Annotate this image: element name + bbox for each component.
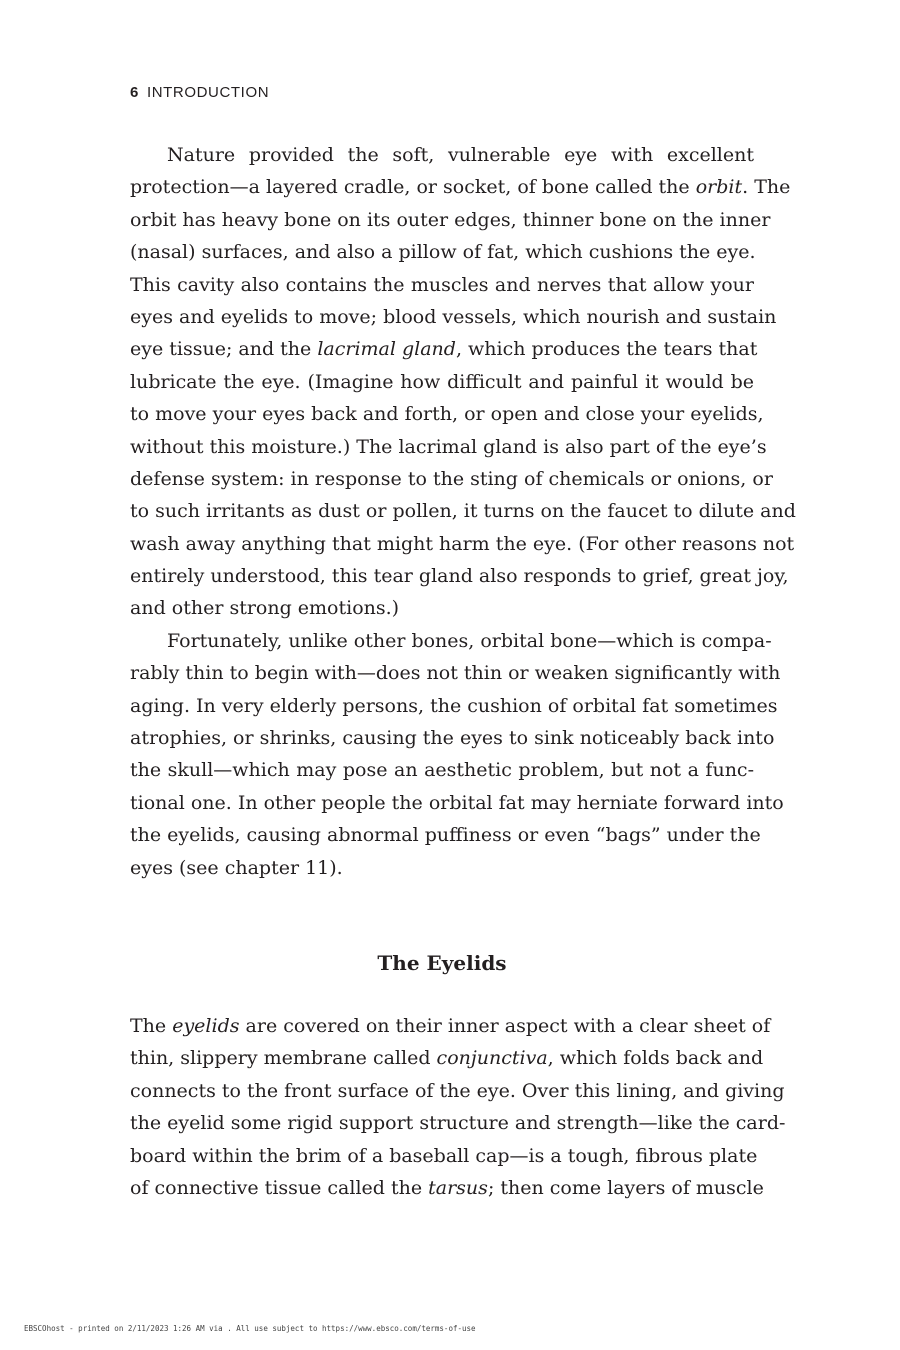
text-run: , which produces the tears that	[455, 338, 758, 361]
text-run: aging. In very elderly persons, the cushion of orbital fat sometimes	[130, 694, 778, 717]
text-run: without this moisture.) The lacrimal gland is also part of the eye’s	[130, 435, 767, 458]
text-run: tional one. In other people the orbital fat may herniate forward into	[130, 791, 784, 814]
text-run: (nasal) surfaces, and also a pillow of fat, which cushions the eye.	[130, 241, 756, 264]
text-run: the eyelids, causing abnormal puffiness or even “bags” under the	[130, 824, 761, 847]
text-run: rably thin to begin with—does not thin or weaken significantly with	[130, 662, 781, 685]
text-run: defense system: in response to the sting of chemicals or onions, or	[130, 467, 773, 490]
text-line	[130, 592, 754, 624]
running-head	[130, 84, 269, 101]
text-line	[130, 333, 758, 365]
text-run: of connective tissue called the	[130, 1176, 429, 1199]
italic-term: lacrimal gland	[317, 338, 456, 361]
text-line	[130, 690, 778, 722]
text-run: Fortunately, unlike other bones, orbital bone—which is compa-	[167, 629, 772, 652]
text-line	[130, 398, 764, 430]
text-line	[130, 528, 795, 560]
text-run: eye tissue; and the	[130, 338, 318, 361]
text-run: , which folds back and	[547, 1047, 764, 1070]
text-run: lubricate the eye. (Imagine how difficult and painful it would be	[130, 370, 754, 393]
section-heading-eyelids: The Eyelids	[377, 951, 507, 975]
italic-term: eyelids	[172, 1015, 240, 1037]
text-line	[130, 171, 791, 203]
italic-term: orbit	[695, 176, 743, 199]
text-line	[130, 852, 754, 884]
text-run: the skull—which may pose an aesthetic problem, but not a func-	[130, 759, 754, 782]
text-line	[130, 1042, 764, 1074]
text-line	[130, 1010, 771, 1042]
text-line	[130, 1172, 764, 1204]
text-line	[130, 819, 761, 851]
text-line	[130, 495, 796, 527]
text-run: The	[130, 1015, 173, 1037]
text-line	[130, 269, 754, 301]
text-run: orbit has heavy bone on its outer edges, thinner bone on the inner	[130, 208, 771, 231]
text-run: entirely understood, this tear gland also responds to grief, great joy,	[130, 565, 789, 588]
text-run: to move your eyes back and forth, or open and close your eyelids,	[130, 403, 764, 426]
text-run: . The	[742, 176, 791, 199]
text-line	[130, 204, 771, 236]
print-footer-note: EBSCOhost - printed on 2/11/2023 1:26 AM via . All use subject to https://www.ebsco.com/terms-of-use	[24, 1324, 476, 1333]
text-line	[130, 657, 781, 689]
text-line	[130, 139, 754, 171]
text-run: board within the brim of a baseball cap—is a tough, fibrous plate	[130, 1144, 758, 1167]
text-line	[130, 1075, 785, 1107]
text-run: the eyelid some rigid support structure and strength—like the card-	[130, 1112, 786, 1135]
italic-term: tarsus	[428, 1176, 488, 1199]
text-run: eyes and eyelids to move; blood vessels, which nourish and sustain	[130, 305, 777, 328]
text-run: wash away anything that might harm the eye. (For other reasons not	[130, 532, 795, 555]
text-run: Nature provided the soft, vulnerable eye with excellent	[167, 144, 754, 166]
page-number: 6	[130, 84, 139, 101]
text-line	[130, 431, 767, 463]
text-line	[130, 754, 754, 786]
text-run: are covered on their inner aspect with a clear sheet of	[239, 1015, 771, 1037]
text-run: ; then come layers of muscle	[487, 1176, 764, 1199]
text-run: eyes (see chapter 11).	[130, 856, 343, 879]
text-run: thin, slippery membrane called	[130, 1047, 437, 1070]
text-run: to such irritants as dust or pollen, it turns on the faucet to dilute and	[130, 500, 796, 523]
text-run: protection—a layered cradle, or socket, of bone called the	[130, 176, 696, 199]
text-line	[130, 787, 784, 819]
body-text-orbit	[130, 139, 796, 884]
text-line	[130, 463, 773, 495]
text-line	[130, 625, 772, 657]
italic-term: conjunctiva	[436, 1047, 548, 1070]
text-run: and other strong emotions.)	[130, 597, 400, 620]
text-line	[130, 1107, 786, 1139]
text-run: This cavity also contains the muscles and nerves that allow your	[130, 273, 754, 296]
text-line	[130, 722, 775, 754]
running-head-section-title: INTRODUCTION	[146, 84, 270, 101]
text-line	[130, 236, 754, 268]
text-run: atrophies, or shrinks, causing the eyes to sink noticeably back into	[130, 727, 775, 750]
text-line	[130, 560, 789, 592]
text-run: connects to the front surface of the eye. Over this lining, and giving	[130, 1079, 785, 1102]
text-line	[130, 366, 754, 398]
body-text-eyelids	[130, 1010, 786, 1204]
text-line	[130, 1140, 758, 1172]
text-line	[130, 301, 777, 333]
